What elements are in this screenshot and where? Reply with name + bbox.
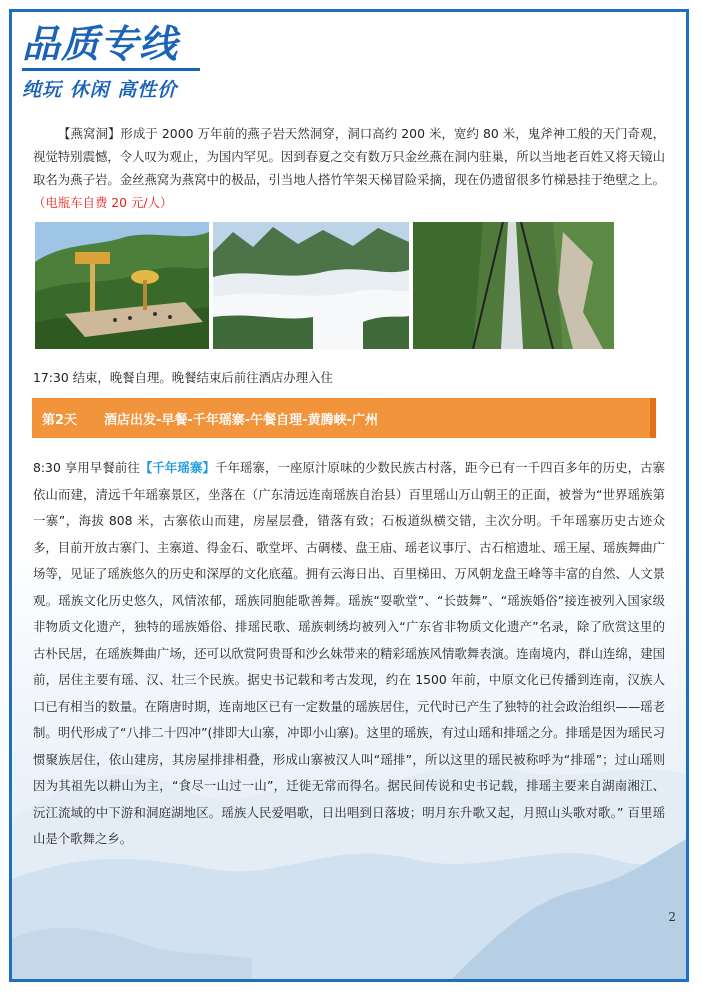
day-itinerary-band xyxy=(32,398,656,438)
brand-underline xyxy=(22,68,200,71)
intro-text: 【燕窝洞】形成于 2000 万年前的燕子岩天然洞穿，洞口高约 200 米，宽约 80 米，鬼斧神工般的天门奇观，视觉特别震憾，令人叹为观止，为国内罕见。因到春夏之交有数万只金丝燕在洞内驻巢，所以当地老百姓又将天镜山取名为燕子岩。金丝燕窝为燕窝中的极品，引当地人搭竹竿架天梯冒险采摘，现在仍遗留很多竹梯悬挂于绝壁之上。 xyxy=(33,126,665,187)
brand-header xyxy=(22,22,200,102)
day-label: 第2天 xyxy=(42,412,78,428)
glass-bridge-gorge-photo xyxy=(413,222,614,349)
intro-paragraph xyxy=(33,122,665,214)
brand-title: 品质专线 xyxy=(22,22,179,66)
day-route: 酒店出发-早餐-千年瑶寨-午餐自理-黄腾峡-广州 xyxy=(104,412,378,428)
page-number: 2 xyxy=(668,910,676,924)
day2-body: 千年瑶寨，一座原汁原味的少数民族古村落，距今已有一千四百多年的历史，古寨依山而建，清远千年瑶寨景区，坐落在（广东清远连南瑶族自治县）百里瑶山万山朝王的正面，被誉为“世界瑶族第一寨”，海拔 808 米，古寨依山而建，房屋层叠，错落有致；石板道纵横交错，主次分明。千年瑶寨历史古迹众多，目前开放古寨门、主寨道、得金石、歌堂坪、古碉楼、盘王庙、瑶老议事厅、古石棺遗址、瑶王屋、瑶族舞曲广场等，见证了瑶族悠久的历史和深厚的文化底蕴。拥有云海日出、百里梯田、万风朝龙盘王峰等丰富的自然、人文景观。瑶族文化历史悠久，风情浓郁，瑶族同胞能歌善舞。瑶族“耍歌堂”、“长鼓舞”、“瑶族婚俗”接连被列入国家级非物质文化遗产，独特的瑶族婚俗、排瑶民歌、瑶族刺绣均被列入“广东省非物质文化遗产”名录，除了欣赏这里的古朴民居，在瑶族舞曲广场，还可以欣赏阿贵哥和沙幺妹带来的精彩瑶族风情歌舞表演。连南境内，群山连绵，建国前，居住主要有瑶、汉、壮三个民族。据史书记载和考古发现，约在 1500 年前，中原文化已传播到连南，汉族人口已有相当的数量。在隋唐时期，连南地区已有一定数量的瑶族居住，元代时已产生了独特的社会政治组织——瑶老制。明代形成了“八排二十四冲”(排即大山寨，冲即小山寨)。这里的瑶族，有过山瑶和排瑶之分。排瑶是因为瑶民习惯聚族居住，依山建房，其房屋排排相叠，形成山寨被汉人叫“瑶排”，所以这里的瑶民被称呼为“排瑶”；过山瑶则因为其祖先以耕山为主，“食尽一山过一山”，迁徙无常而得名。据民间传说和史书记载，排瑶主要来自湖南湘江、沅江流域的中下游和洞庭湖地区。瑶族人民爱唱歌，日出唱到日落坡；明月东升歌又起，月照山头歌对歌。” 百里瑶山是个歌舞之乡。 xyxy=(33,460,666,846)
sea-of-clouds-photo xyxy=(213,222,409,349)
day2-lead: 8:30 享用早餐前往 xyxy=(33,460,140,475)
attraction-highlight: 【千年瑶寨】 xyxy=(139,460,215,475)
evening-note: 17:30 结束，晚餐自理。晚餐结束后前往酒店办理入住 xyxy=(33,370,333,385)
fee-note: （电瓶车自费 20 元/人） xyxy=(33,195,173,210)
cliff-viewing-platform-photo xyxy=(35,222,209,349)
brand-subtitle: 纯玩 休闲 高性价 xyxy=(22,79,178,101)
photo-strip xyxy=(35,222,614,349)
day2-paragraph xyxy=(33,455,665,853)
